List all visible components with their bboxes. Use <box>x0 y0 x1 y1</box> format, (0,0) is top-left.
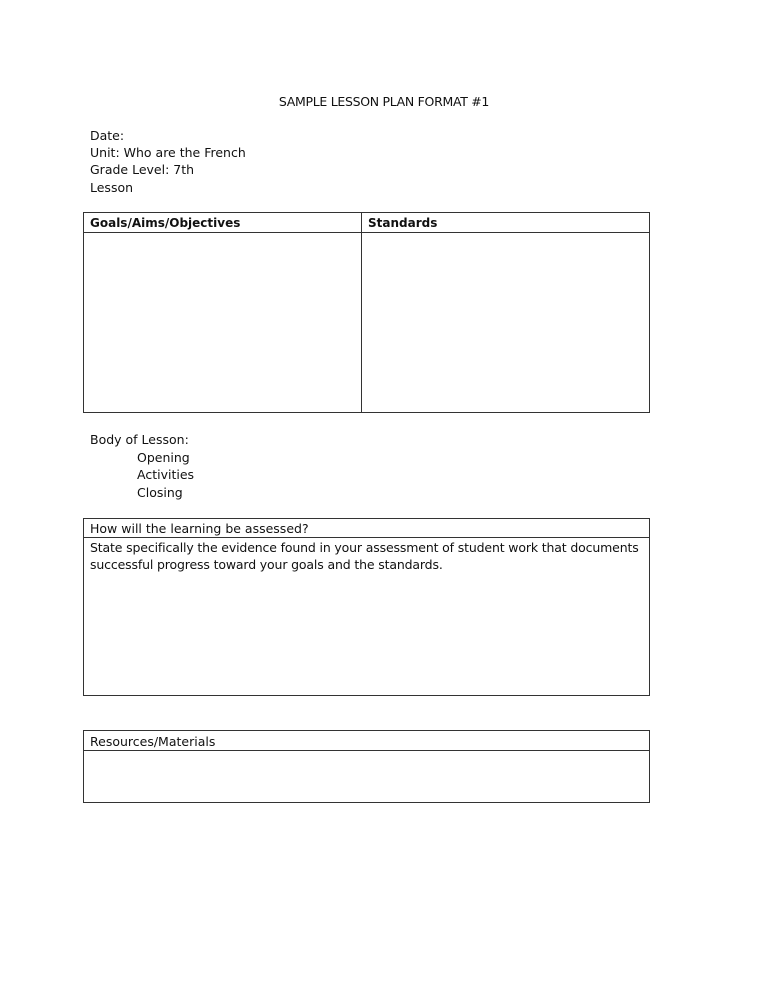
body-item-closing: Closing <box>137 485 183 500</box>
objectives-table <box>83 212 650 413</box>
document-title: SAMPLE LESSON PLAN FORMAT #1 <box>278 94 490 109</box>
resources-header: Resources/Materials <box>90 734 216 749</box>
goals-header: Goals/Aims/Objectives <box>90 216 241 230</box>
body-item-activities: Activities <box>137 467 195 482</box>
standards-header: Standards <box>368 216 438 230</box>
assessment-description-line1: State specifically the evidence found in your assessment of student work that documents <box>90 540 639 555</box>
unit-label: Unit: Who are the French <box>90 145 246 160</box>
objectives-table-column-divider <box>361 212 362 413</box>
body-item-opening: Opening <box>137 450 190 465</box>
lesson-label: Lesson <box>90 180 134 195</box>
body-of-lesson-heading: Body of Lesson: <box>90 432 189 447</box>
assessment-description-line2: successful progress toward your goals and the standards. <box>90 557 443 572</box>
assessment-header: How will the learning be assessed? <box>90 521 309 536</box>
grade-label: Grade Level: 7th <box>90 162 195 177</box>
date-label: Date: <box>90 128 125 143</box>
